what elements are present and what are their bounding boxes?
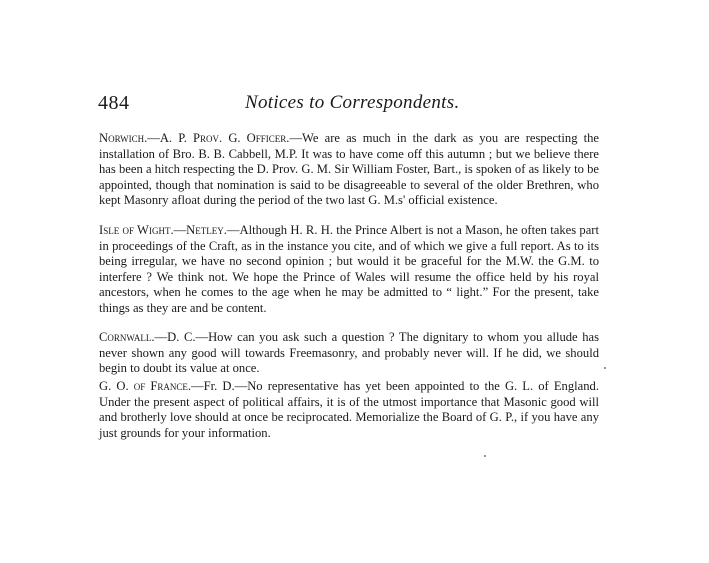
notice-heading: Cornwall. <box>99 330 155 344</box>
notice-body: —Although H. R. H. the Prince Albert is not a Mason, he often takes part in proceedings of the Craft, as in the instance you cite, and of which we give a full report. As to its being irregular, we have no second opinion ; but would it be graceful for the M.W. the G.M. to interfere ? We think not. We hope the Prince of Wales will resume the office held by his royal ancestors, when he comes to the age when he may be admitted to “ light.” For the present, take things as they are and be content. <box>99 223 599 315</box>
notice-heading: G. O. of France. <box>99 379 191 393</box>
notice-heading: Isle of Wight.—Netley. <box>99 223 227 237</box>
notice-heading: Norwich.—A. P. Prov. G. Officer. <box>99 131 290 145</box>
page-number: 484 <box>98 92 130 114</box>
notice-body: —We are as much in the dark as you are respecting the installation of Bro. B. B. Cabbell, M.P. It was to have come off this autumn ; but we believe there has been a hitch respecting the D. Prov. G. M. Sir William Foster, Bart., is spoken of as likely to be appointed, though that nomination is said to be disagreeable to several of the older Brethren, who kept Masonry afloat during the period of the two last G. M.s' official existence. <box>99 131 599 208</box>
notice-body: —Fr. D.—No representative has yet been appointed to the G. L. of England. Under the present aspect of political affairs, it is of the utmost importance that Masonic good will and brotherly love should at once be reciprocated. Memorialize the Board of G. P., if you have any just grounds for your information. <box>99 379 599 440</box>
running-title: Notices to Correspondents. <box>245 92 460 113</box>
notice-norwich <box>99 131 599 209</box>
page-header <box>98 92 598 116</box>
paper-speck <box>484 455 486 457</box>
paper-speck <box>604 367 606 369</box>
notice-body: —D. C.—How can you ask such a question ? The dignitary to whom you allude has never shown any good will towards Freemasonry, and probably never will. If he did, we should begin to doubt its value at once. <box>99 330 599 376</box>
notice-grand-orient-france <box>99 379 599 441</box>
notice-isle-of-wight <box>99 223 599 317</box>
notice-cornwall <box>99 330 599 377</box>
